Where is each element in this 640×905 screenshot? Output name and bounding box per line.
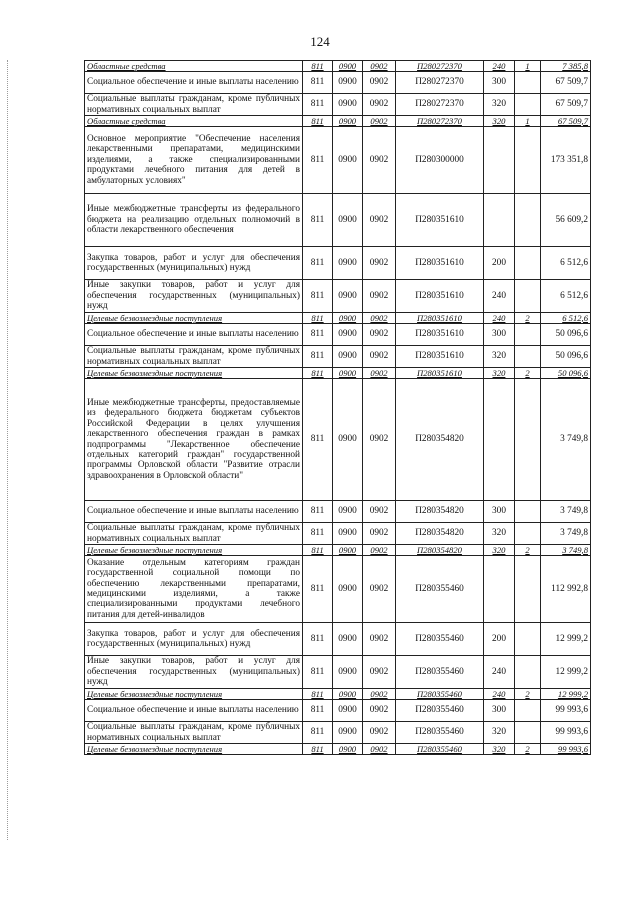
row-ministry-code: 811 (303, 61, 333, 72)
expense-row (85, 700, 591, 722)
row-amount: 7 385,8 (541, 61, 591, 72)
row-ministry-code: 811 (303, 247, 333, 280)
funding-source-row (85, 689, 591, 700)
row-subsection-code: 0902 (363, 744, 396, 755)
funding-source-row (85, 61, 591, 72)
row-expense-type-code: 320 (484, 744, 515, 755)
row-name: Целевые безвозмездные поступления (85, 313, 303, 324)
row-amount: 3 749,8 (541, 523, 591, 545)
expense-row (85, 194, 591, 247)
row-section-code: 0900 (333, 72, 363, 94)
row-funding-source-code (515, 523, 541, 545)
row-expense-type-code (484, 556, 515, 623)
row-section-code: 0900 (333, 556, 363, 623)
row-funding-source-code (515, 94, 541, 116)
row-expense-type-code: 200 (484, 623, 515, 656)
row-ministry-code: 811 (303, 689, 333, 700)
row-ministry-code: 811 (303, 194, 333, 247)
row-name: Социальное обеспечение и иные выплаты населению (85, 501, 303, 523)
funding-source-row (85, 313, 591, 324)
row-subsection-code: 0902 (363, 689, 396, 700)
row-funding-source-code (515, 379, 541, 501)
row-subsection-code: 0902 (363, 523, 396, 545)
row-funding-source-code (515, 324, 541, 346)
row-expense-type-code: 200 (484, 247, 515, 280)
row-name: Областные средства (85, 61, 303, 72)
row-section-code: 0900 (333, 324, 363, 346)
row-expense-type-code: 320 (484, 722, 515, 744)
row-expense-type-code: 320 (484, 368, 515, 379)
row-section-code: 0900 (333, 623, 363, 656)
row-funding-source-code (515, 72, 541, 94)
row-amount: 67 509,7 (541, 116, 591, 127)
expense-row (85, 247, 591, 280)
row-amount: 12 999,2 (541, 689, 591, 700)
row-expense-type-code (484, 194, 515, 247)
row-target-article-code: П280351610 (396, 346, 484, 368)
row-target-article-code: П280272370 (396, 116, 484, 127)
row-funding-source-code (515, 700, 541, 722)
row-subsection-code: 0902 (363, 346, 396, 368)
funding-source-row (85, 545, 591, 556)
row-name: Социальные выплаты гражданам, кроме публичных нормативных социальных выплат (85, 346, 303, 368)
row-name: Социальное обеспечение и иные выплаты населению (85, 700, 303, 722)
row-funding-source-code: 2 (515, 689, 541, 700)
row-name: Целевые безвозмездные поступления (85, 545, 303, 556)
expense-row (85, 623, 591, 656)
row-section-code: 0900 (333, 523, 363, 545)
row-target-article-code: П280272370 (396, 94, 484, 116)
row-subsection-code: 0902 (363, 127, 396, 194)
row-subsection-code: 0902 (363, 545, 396, 556)
row-funding-source-code (515, 194, 541, 247)
row-ministry-code: 811 (303, 556, 333, 623)
row-ministry-code: 811 (303, 324, 333, 346)
row-ministry-code: 811 (303, 722, 333, 744)
row-name: Целевые безвозмездные поступления (85, 744, 303, 755)
row-target-article-code: П280272370 (396, 72, 484, 94)
row-ministry-code: 811 (303, 656, 333, 689)
row-expense-type-code: 240 (484, 313, 515, 324)
row-subsection-code: 0902 (363, 94, 396, 116)
row-subsection-code: 0902 (363, 247, 396, 280)
expense-row (85, 127, 591, 194)
row-subsection-code: 0902 (363, 280, 396, 313)
row-target-article-code: П280355460 (396, 656, 484, 689)
row-amount: 99 993,6 (541, 744, 591, 755)
row-section-code: 0900 (333, 280, 363, 313)
row-section-code: 0900 (333, 116, 363, 127)
row-section-code: 0900 (333, 127, 363, 194)
funding-source-row (85, 744, 591, 755)
row-section-code: 0900 (333, 368, 363, 379)
row-amount: 99 993,6 (541, 700, 591, 722)
row-funding-source-code (515, 556, 541, 623)
row-name: Целевые безвозмездные поступления (85, 689, 303, 700)
row-section-code: 0900 (333, 94, 363, 116)
expense-row (85, 346, 591, 368)
row-expense-type-code: 240 (484, 280, 515, 313)
row-amount: 6 512,6 (541, 280, 591, 313)
row-amount: 3 749,8 (541, 501, 591, 523)
row-expense-type-code: 300 (484, 324, 515, 346)
row-section-code: 0900 (333, 545, 363, 556)
row-expense-type-code: 300 (484, 700, 515, 722)
row-ministry-code: 811 (303, 623, 333, 656)
row-ministry-code: 811 (303, 72, 333, 94)
row-name: Иные закупки товаров, работ и услуг для обеспечения государственных (муниципальных) нужд (85, 656, 303, 689)
row-section-code: 0900 (333, 346, 363, 368)
scan-margin-line (7, 60, 9, 840)
row-name: Основное мероприятие "Обеспечение населения лекарственными препаратами, медицинскими изделиями, а также специализированными продуктами лечебного питания для детей в амбулаторных условиях" (85, 127, 303, 194)
row-section-code: 0900 (333, 722, 363, 744)
row-subsection-code: 0902 (363, 313, 396, 324)
row-name: Иные закупки товаров, работ и услуг для обеспечения государственных (муниципальных) нужд (85, 280, 303, 313)
expense-row (85, 94, 591, 116)
row-target-article-code: П280355460 (396, 556, 484, 623)
row-subsection-code: 0902 (363, 623, 396, 656)
funding-source-row (85, 368, 591, 379)
row-subsection-code: 0902 (363, 379, 396, 501)
page-number: 124 (310, 34, 330, 49)
row-ministry-code: 811 (303, 127, 333, 194)
row-subsection-code: 0902 (363, 656, 396, 689)
row-ministry-code: 811 (303, 744, 333, 755)
row-target-article-code: П280355460 (396, 700, 484, 722)
row-name: Иные межбюджетные трансферты из федерального бюджета на реализацию отдельных полномочий в области лекарственного обеспечения (85, 194, 303, 247)
row-expense-type-code: 240 (484, 689, 515, 700)
row-target-article-code: П280272370 (396, 61, 484, 72)
row-expense-type-code: 320 (484, 523, 515, 545)
row-name: Закупка товаров, работ и услуг для обеспечения государственных (муниципальных) нужд (85, 247, 303, 280)
row-amount: 50 096,6 (541, 368, 591, 379)
row-funding-source-code: 2 (515, 368, 541, 379)
row-section-code: 0900 (333, 689, 363, 700)
row-subsection-code: 0902 (363, 194, 396, 247)
row-name: Социальные выплаты гражданам, кроме публичных нормативных социальных выплат (85, 523, 303, 545)
row-section-code: 0900 (333, 744, 363, 755)
row-ministry-code: 811 (303, 280, 333, 313)
row-target-article-code: П280354820 (396, 523, 484, 545)
row-expense-type-code: 240 (484, 61, 515, 72)
row-funding-source-code (515, 346, 541, 368)
row-amount: 173 351,8 (541, 127, 591, 194)
row-target-article-code: П280351610 (396, 194, 484, 247)
row-target-article-code: П280354820 (396, 501, 484, 523)
row-target-article-code: П280351610 (396, 247, 484, 280)
row-section-code: 0900 (333, 247, 363, 280)
row-amount: 67 509,7 (541, 72, 591, 94)
row-name: Целевые безвозмездные поступления (85, 368, 303, 379)
row-name: Областные средства (85, 116, 303, 127)
row-ministry-code: 811 (303, 346, 333, 368)
row-funding-source-code (515, 623, 541, 656)
row-expense-type-code: 320 (484, 346, 515, 368)
row-target-article-code: П280355460 (396, 623, 484, 656)
row-amount: 12 999,2 (541, 656, 591, 689)
row-funding-source-code: 1 (515, 116, 541, 127)
row-section-code: 0900 (333, 379, 363, 501)
row-expense-type-code: 300 (484, 501, 515, 523)
funding-source-row (85, 116, 591, 127)
row-funding-source-code: 2 (515, 744, 541, 755)
row-funding-source-code (515, 127, 541, 194)
row-name: Социальные выплаты гражданам, кроме публичных нормативных социальных выплат (85, 94, 303, 116)
row-name: Закупка товаров, работ и услуг для обеспечения государственных (муниципальных) нужд (85, 623, 303, 656)
row-amount: 50 096,6 (541, 346, 591, 368)
row-section-code: 0900 (333, 700, 363, 722)
row-subsection-code: 0902 (363, 61, 396, 72)
row-target-article-code: П280354820 (396, 379, 484, 501)
row-expense-type-code: 240 (484, 656, 515, 689)
row-subsection-code: 0902 (363, 700, 396, 722)
row-name: Социальные выплаты гражданам, кроме публичных нормативных социальных выплат (85, 722, 303, 744)
row-amount: 112 992,8 (541, 556, 591, 623)
row-expense-type-code: 320 (484, 116, 515, 127)
expense-row (85, 656, 591, 689)
row-amount: 6 512,6 (541, 247, 591, 280)
row-funding-source-code (515, 722, 541, 744)
row-funding-source-code (515, 501, 541, 523)
row-target-article-code: П280354820 (396, 545, 484, 556)
expense-row (85, 379, 591, 501)
row-ministry-code: 811 (303, 116, 333, 127)
row-expense-type-code: 320 (484, 545, 515, 556)
expense-row (85, 501, 591, 523)
row-funding-source-code (515, 656, 541, 689)
row-section-code: 0900 (333, 656, 363, 689)
row-target-article-code: П280351610 (396, 313, 484, 324)
row-amount: 12 999,2 (541, 623, 591, 656)
row-ministry-code: 811 (303, 379, 333, 501)
row-subsection-code: 0902 (363, 556, 396, 623)
row-subsection-code: 0902 (363, 368, 396, 379)
row-funding-source-code (515, 280, 541, 313)
row-funding-source-code: 1 (515, 61, 541, 72)
row-ministry-code: 811 (303, 94, 333, 116)
expense-row (85, 556, 591, 623)
row-ministry-code: 811 (303, 523, 333, 545)
row-name: Оказание отдельным категориям граждан государственной социальной помощи по обеспечению лекарственными препаратами, медицинскими изделиями, а также специализированными продуктами лечебного питания для детей-инвалидов (85, 556, 303, 623)
budget-table-body (85, 61, 591, 755)
row-amount: 56 609,2 (541, 194, 591, 247)
expense-row (85, 72, 591, 94)
row-target-article-code: П280351610 (396, 324, 484, 346)
expense-row (85, 324, 591, 346)
row-expense-type-code (484, 379, 515, 501)
row-expense-type-code: 300 (484, 72, 515, 94)
row-ministry-code: 811 (303, 545, 333, 556)
row-funding-source-code (515, 247, 541, 280)
row-funding-source-code: 2 (515, 313, 541, 324)
expense-row (85, 722, 591, 744)
row-target-article-code: П280355460 (396, 744, 484, 755)
row-section-code: 0900 (333, 313, 363, 324)
row-subsection-code: 0902 (363, 72, 396, 94)
row-subsection-code: 0902 (363, 501, 396, 523)
row-ministry-code: 811 (303, 368, 333, 379)
row-section-code: 0900 (333, 61, 363, 72)
budget-table (84, 60, 591, 755)
row-amount: 50 096,6 (541, 324, 591, 346)
row-target-article-code: П280355460 (396, 722, 484, 744)
expense-row (85, 280, 591, 313)
row-ministry-code: 811 (303, 313, 333, 324)
row-name: Социальное обеспечение и иные выплаты населению (85, 72, 303, 94)
row-section-code: 0900 (333, 501, 363, 523)
expense-row (85, 523, 591, 545)
row-subsection-code: 0902 (363, 116, 396, 127)
row-target-article-code: П280351610 (396, 280, 484, 313)
row-amount: 3 749,8 (541, 545, 591, 556)
row-ministry-code: 811 (303, 700, 333, 722)
row-subsection-code: 0902 (363, 722, 396, 744)
row-ministry-code: 811 (303, 501, 333, 523)
row-target-article-code: П280300000 (396, 127, 484, 194)
row-section-code: 0900 (333, 194, 363, 247)
row-name: Иные межбюджетные трансферты, предоставляемые из федерального бюджета бюджетам субъектов Российской Федерации в целях улучшения лекарственного обеспечения граждан в рамках подпрограммы "Лекарственное обеспечение отдельных категорий граждан" государственной программы Орловской области "Развитие отрасли здравоохранения в Орловской области" (85, 379, 303, 501)
row-target-article-code: П280355460 (396, 689, 484, 700)
row-target-article-code: П280351610 (396, 368, 484, 379)
row-name: Социальное обеспечение и иные выплаты населению (85, 324, 303, 346)
row-amount: 67 509,7 (541, 94, 591, 116)
row-amount: 3 749,8 (541, 379, 591, 501)
row-expense-type-code (484, 127, 515, 194)
row-amount: 6 512,6 (541, 313, 591, 324)
row-subsection-code: 0902 (363, 324, 396, 346)
row-funding-source-code: 2 (515, 545, 541, 556)
row-expense-type-code: 320 (484, 94, 515, 116)
row-amount: 99 993,6 (541, 722, 591, 744)
